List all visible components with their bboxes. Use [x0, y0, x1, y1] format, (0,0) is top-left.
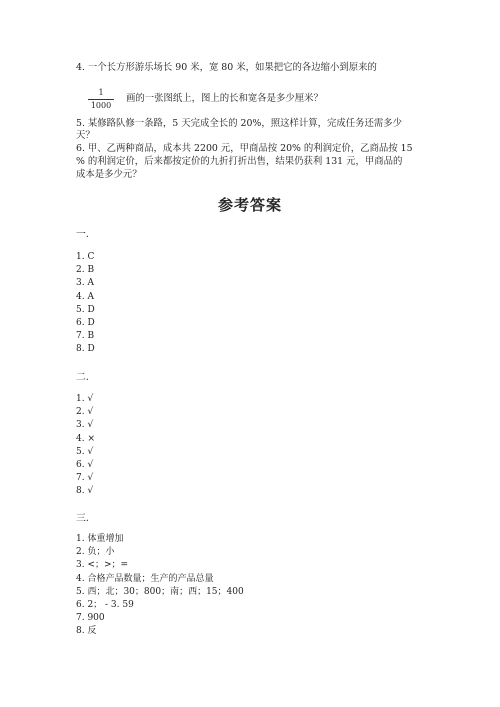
section-2-heading: 二. — [76, 372, 89, 383]
section-1-heading: 一. — [76, 229, 89, 240]
list-item: 6. 2； - 3. 59 — [76, 600, 134, 611]
list-item: 4. × — [76, 433, 95, 444]
section-3-answers — [76, 533, 244, 639]
question-4-line-2: 画的一张图纸上，图上的长和宽各是多少厘米？ — [126, 93, 323, 104]
question-5-line-1: 5. 某修路队修一条路，5 天完成全长的 20%，照这样计算，完成任务还需多少 — [76, 118, 402, 129]
list-item: 6. D — [76, 318, 95, 329]
list-item: 1. √ — [76, 394, 94, 404]
list-item: 4. A — [76, 291, 94, 302]
list-item: 5. 西；北；30；800；南；西；15；400 — [76, 586, 244, 597]
list-item: 6. √ — [76, 460, 94, 471]
question-4-line-1: 4. 一个长方形游乐场长 90 米，宽 80 米，如果把它的各边缩小到原来的 — [76, 62, 377, 73]
list-item: 8. √ — [76, 486, 94, 497]
list-item: 8. D — [76, 344, 95, 355]
fraction-numerator: 1 — [98, 88, 104, 97]
answers-title: 参考答案 — [217, 196, 282, 214]
list-item: 3. <；>；= — [76, 560, 129, 571]
list-item: 5. √ — [76, 446, 94, 457]
section-2-answers — [76, 393, 95, 499]
list-item: 8. 反 — [76, 626, 97, 637]
list-item: 2. 负；小 — [76, 547, 115, 558]
list-item: 2. B — [76, 265, 95, 276]
section-1-answers — [76, 251, 95, 357]
question-6-line-3: 成本是多少元？ — [76, 169, 142, 180]
list-item: 7. 900 — [76, 613, 105, 624]
question-6-line-1: 6. 甲、乙两种商品，成本共 2200 元，甲商品按 20% 的利润定价，乙商品按 15 — [76, 143, 413, 154]
list-item: 2. √ — [76, 407, 94, 418]
fraction-one-thousandth — [88, 88, 114, 111]
question-5-line-2: 天？ — [76, 130, 95, 141]
list-item: 7. B — [76, 331, 95, 342]
question-6-line-2: % 的利润定价，后来都按定价的九折打折出售，结果仍获利 131 元，甲商品的 — [76, 156, 403, 167]
list-item: 1. 体重增加 — [76, 534, 124, 544]
list-item: 1. C — [76, 252, 95, 262]
list-item: 3. √ — [76, 420, 94, 431]
list-item: 4. 合格产品数量；生产的产品总量 — [76, 573, 214, 584]
fraction-denominator: 1000 — [90, 101, 112, 110]
section-3-heading: 三. — [76, 513, 89, 524]
list-item: 3. A — [76, 278, 94, 289]
list-item: 7. √ — [76, 473, 94, 484]
fraction-bar — [88, 99, 114, 100]
list-item: 5. D — [76, 304, 95, 315]
